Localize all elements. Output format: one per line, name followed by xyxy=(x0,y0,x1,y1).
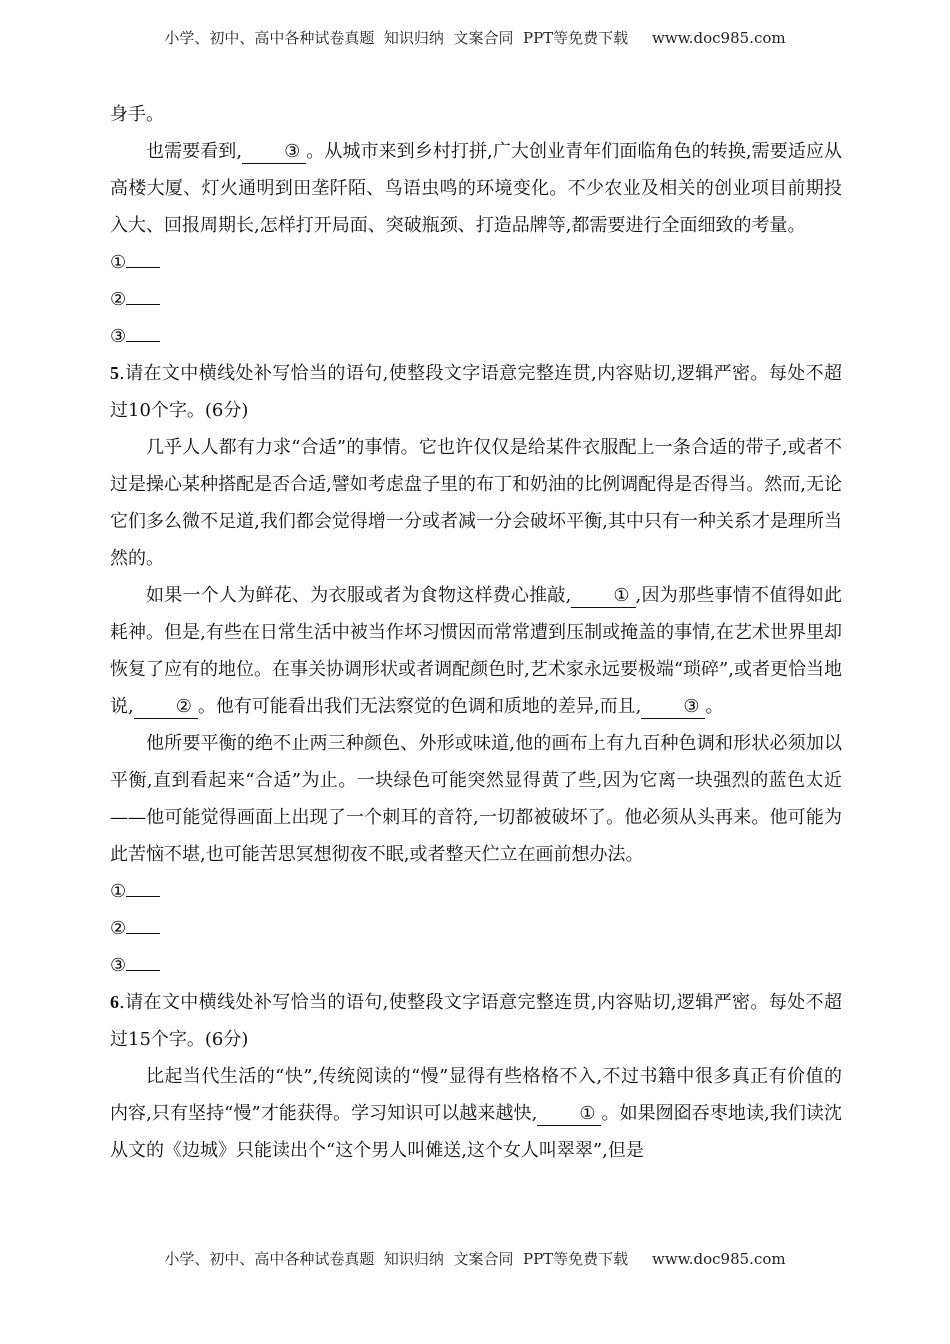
question-number: 5 xyxy=(110,363,119,383)
fill-blank: ① xyxy=(537,1103,601,1126)
answer-line: ③ xyxy=(110,947,842,984)
paragraph: 如果一个人为鲜花、为衣服或者为食物这样费心推敲, ① ,因为那些事情不值得如此耗神。但是,有些在日常生活中被当作坏习惯因而常常遭到压制或掩盖的事情,在艺术世界里却恢复了应有的地位。在事关协调形状或者调配颜色时,艺术家永远要极端“琐碎”,或者更恰当地说, ② 。他有可能看出我们无法察觉的色调和质地的差异,而且, ③ 。 xyxy=(110,585,842,717)
answer-line: ① xyxy=(110,873,842,910)
answer-blank[interactable] xyxy=(126,952,160,971)
paragraph: 比起当代生活的“快”,传统阅读的“慢”显得有些格格不入,不过书籍中很多真正有价值的内容,只有坚持“慢”才能获得。学习知识可以越来越快, ① 。如果囫囵吞枣地读,我们读沈从文的《边城》只能读出个“这个男人叫傩送,这个女人叫翠翠”,但是 xyxy=(110,1066,842,1161)
page-footer: 小学、初中、高中各种试卷真题 知识归纳 文案合同 PPT等免费下载 www.doc985.com xyxy=(164,1250,786,1268)
fill-blank: ③ xyxy=(641,696,705,719)
document-body xyxy=(110,96,842,1169)
answer-blank[interactable] xyxy=(126,915,160,934)
page-header: 小学、初中、高中各种试卷真题 知识归纳 文案合同 PPT等免费下载 www.doc985.com xyxy=(164,29,786,47)
question-6-prompt: 6.请在文中横线处补写恰当的语句,使整段文字语意完整连贯,内容贴切,逻辑严密。每处不超过15个字。(6分) xyxy=(110,992,842,1050)
fill-blank: ① xyxy=(571,585,635,608)
paragraph: 他所要平衡的绝不止两三种颜色、外形或味道,他的画布上有九百种色调和形状必须加以平衡,直到看起来“合适”为止。一块绿色可能突然显得黄了些,因为它离一块强烈的蓝色太近——他可能觉得画面上出现了一个刺耳的音符,一切都被破坏了。他必须从头再来。他可能为此苦恼不堪,也可能苦思冥想彻夜不眠,或者整天伫立在画前想办法。 xyxy=(110,733,842,865)
answer-blank[interactable] xyxy=(126,286,160,305)
answer-line: ③ xyxy=(110,318,842,355)
fill-blank: ③ xyxy=(242,141,306,164)
paragraph: 几乎人人都有力求“合适”的事情。它也许仅仅是给某件衣服配上一条合适的带子,或者不过是操心某种搭配是否合适,譬如考虑盘子里的布丁和奶油的比例调配得是否得当。然而,无论它们多么微不足道,我们都会觉得增一分或者减一分会破坏平衡,其中只有一种关系才是理所当然的。 xyxy=(110,437,842,569)
answer-blank[interactable] xyxy=(126,878,160,897)
question-5-prompt: 5.请在文中横线处补写恰当的语句,使整段文字语意完整连贯,内容贴切,逻辑严密。每处不超过10个字。(6分) xyxy=(110,363,842,421)
question-number: 6 xyxy=(110,992,119,1012)
answer-line: ① xyxy=(110,244,842,281)
paragraph: 也需要看到, ③ 。从城市来到乡村打拼,广大创业青年们面临角色的转换,需要适应从高楼大厦、灯火通明到田垄阡陌、鸟语虫鸣的环境变化。不少农业及相关的创业项目前期投入大、回报周期长,怎样打开局面、突破瓶颈、打造品牌等,都需要进行全面细致的考量。 xyxy=(110,141,842,236)
answer-blank[interactable] xyxy=(126,249,160,268)
answer-line: ② xyxy=(110,281,842,318)
answer-line: ② xyxy=(110,910,842,947)
continued-text: 身手。 xyxy=(110,104,164,125)
answer-blank[interactable] xyxy=(126,323,160,342)
fill-blank: ② xyxy=(134,696,198,719)
